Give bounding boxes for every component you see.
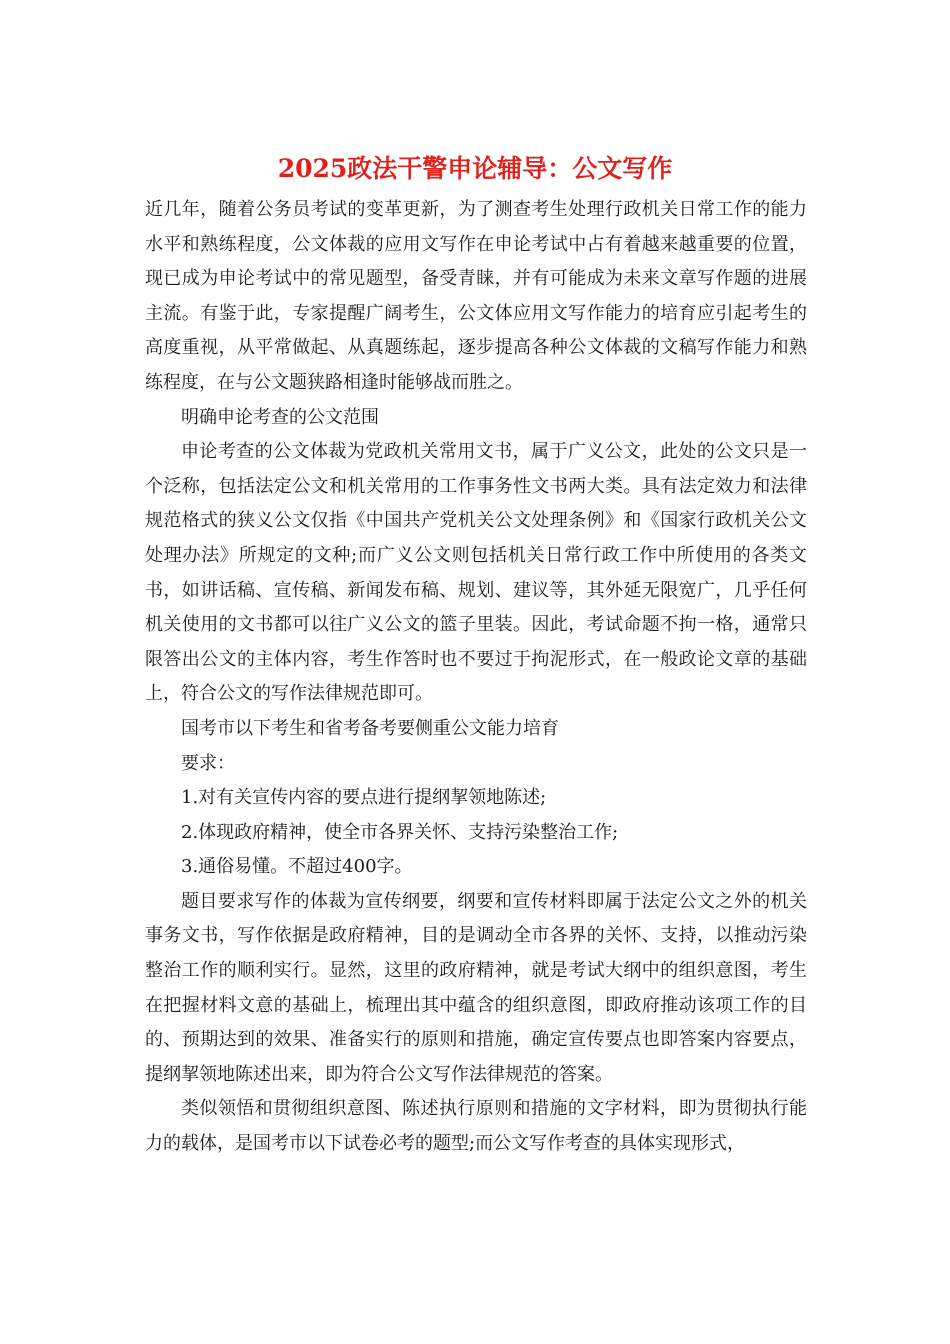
requirements-label: 要求： <box>181 752 235 774</box>
requirement-item-2: 2.体现政府精神，使全市各界关怀、支持污染整治工作; <box>181 821 619 843</box>
paragraph-analysis: 题目要求写作的体裁为宣传纲要，纲要和宣传材料即属于法定公文之外的机关事务文书，写作依据是政府精神，目的是调动全市各界的关怀、支持，以推动污染整治工作的顺利实行。显然，这里的政府精神，就是考试大纲中的组织意图，考生在把握材料文意的基础上，梳理出其中蕴含的组织意图，即政府推动该项工作的目的、预期达到的效果、准备实行的原则和措施，确定宣传要点也即答案内容要点，提纲挈领地陈述出来，即为符合公文写作法律规范的答案。 <box>145 890 807 1085</box>
document-title: 2025政法干警申论辅导：公文写作 <box>277 154 673 183</box>
section-heading-training: 国考市以下考生和省考备考要侧重公文能力培育 <box>181 717 559 739</box>
requirement-item-1: 1.对有关宣传内容的要点进行提纲挈领地陈述; <box>181 787 547 809</box>
requirement-item-3: 3.通俗易懂。不超过400字。 <box>181 856 413 878</box>
paragraph-conclusion: 类似领悟和贯彻组织意图、陈述执行原则和措施的文字材料，即为贯彻执行能力的载体，是国考市以下试卷必考的题型;而公文写作考查的具体实现形式， <box>145 1098 807 1155</box>
paragraph-scope: 申论考查的公文体裁为党政机关常用文书，属于广义公文，此处的公文只是一个泛称，包括法定公文和机关常用的工作事务性文书两大类。具有法定效力和法律规范格式的狭义公文仅指《中国共产党机关公文处理条例》和《国家行政机关公文处理办法》所规定的文种;而广义公文则包括机关日常行政工作中所使用的各类文书，如讲话稿、宣传稿、新闻发布稿、规划、建议等，其外延无限宽广，几乎任何机关使用的文书都可以往广义公文的篮子里装。因此，考试命题不拘一格，通常只限答出公文的主体内容，考生作答时也不要过于拘泥形式，在一般政论文章的基础上，符合公文的写作法律规范即可。 <box>145 441 807 705</box>
document-body <box>145 193 807 1162</box>
paragraph-intro: 近几年，随着公务员考试的变革更新，为了测查考生处理行政机关日常工作的能力水平和熟练程度，公文体裁的应用文写作在申论考试中占有着越来越重要的位置，现已成为申论考试中的常见题型，备受青睐，并有可能成为未来文章写作题的进展主流。有鉴于此，专家提醒广阔考生，公文体应用文写作能力的培育应引起考生的高度重视，从平常做起、从真题练起，逐步提高各种公文体裁的文稿写作能力和熟练程度，在与公文题狭路相逢时能够战而胜之。 <box>145 199 807 393</box>
section-heading-scope: 明确申论考查的公文范围 <box>181 406 379 428</box>
